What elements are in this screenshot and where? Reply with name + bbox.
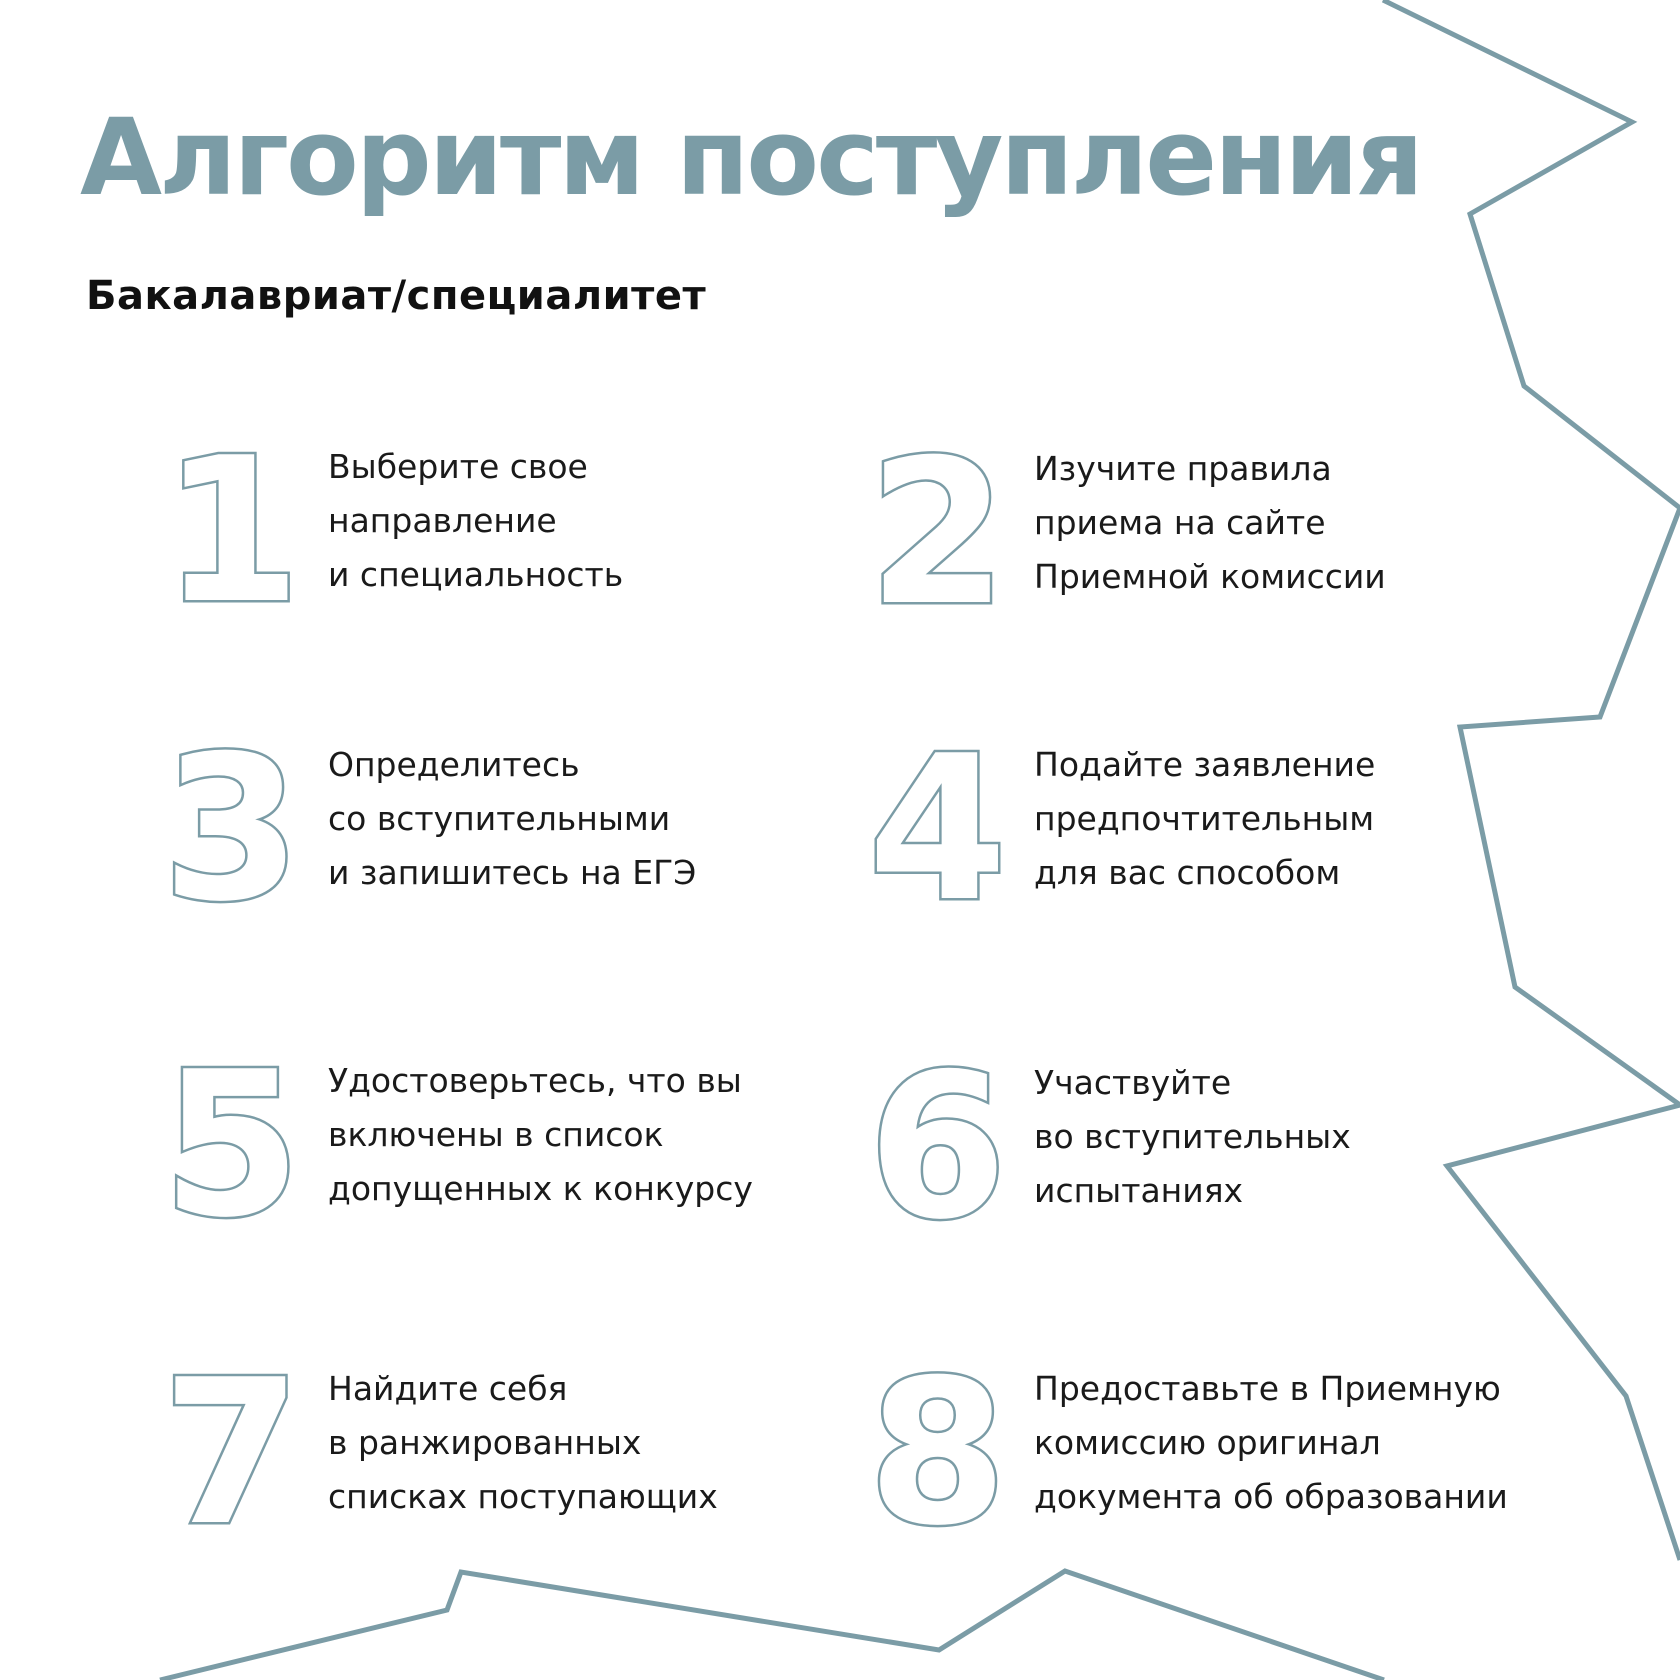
step-text-line: и специальность	[328, 555, 624, 594]
step-4	[864, 713, 1604, 946]
page-subtitle: Бакалавриат/специалитет	[86, 273, 707, 319]
step-text-line: со вступительными	[328, 799, 671, 838]
step-text-line: списках поступающих	[328, 1477, 718, 1516]
step-6	[864, 1031, 1604, 1264]
svg-text:7: 7	[162, 1337, 302, 1570]
svg-text:2: 2	[868, 417, 1008, 650]
svg-text:5: 5	[162, 1029, 302, 1262]
step-text-line: Изучите правила	[1034, 449, 1332, 488]
step-text	[328, 1362, 888, 1524]
step-text-line: испытаниях	[1034, 1171, 1244, 1210]
step-text	[328, 440, 888, 602]
step-number-3	[158, 713, 302, 946]
step-text	[1034, 442, 1594, 604]
step-number-1	[158, 415, 302, 648]
step-text-line: Участвуйте	[1034, 1063, 1232, 1102]
step-text-line: допущенных к конкурсу	[328, 1169, 753, 1208]
step-number-2	[864, 417, 1008, 650]
svg-text:6: 6	[868, 1031, 1008, 1264]
step-text-line: во вступительных	[1034, 1117, 1351, 1156]
step-text-line: включены в список	[328, 1115, 664, 1154]
step-text-line: приема на сайте	[1034, 503, 1326, 542]
step-text	[328, 1054, 888, 1216]
step-text-line: Найдите себя	[328, 1369, 568, 1408]
step-2	[864, 417, 1604, 650]
step-text	[1034, 1056, 1594, 1218]
svg-text:4: 4	[868, 713, 1008, 946]
svg-text:1: 1	[162, 415, 302, 648]
step-text-line: в ранжированных	[328, 1423, 642, 1462]
step-text	[1034, 1362, 1594, 1524]
step-7	[158, 1337, 898, 1570]
step-3	[158, 713, 898, 946]
step-number-6	[864, 1031, 1008, 1264]
step-number-4	[864, 713, 1008, 946]
step-text	[328, 738, 888, 900]
step-text-line: документа об образовании	[1034, 1477, 1508, 1516]
step-text-line: для вас способом	[1034, 853, 1341, 892]
step-text-line: Выберите свое	[328, 447, 588, 486]
step-text-line: предпочтительным	[1034, 799, 1375, 838]
step-text	[1034, 738, 1594, 900]
step-number-5	[158, 1029, 302, 1262]
bottom-jagged-border	[160, 1571, 1384, 1680]
step-number-8	[864, 1337, 1008, 1570]
step-number-7	[158, 1337, 302, 1570]
step-text-line: Подайте заявление	[1034, 745, 1376, 784]
svg-text:8: 8	[868, 1337, 1008, 1570]
step-text-line: Приемной комиссии	[1034, 557, 1386, 596]
step-8	[864, 1337, 1604, 1570]
step-text-line: Удостоверьтесь, что вы	[328, 1061, 742, 1100]
step-5	[158, 1029, 898, 1262]
step-text-line: направление	[328, 501, 557, 540]
page-title: Алгоритм поступления	[80, 96, 1421, 219]
svg-text:3: 3	[162, 713, 302, 946]
step-1	[158, 415, 898, 648]
step-text-line: и запишитесь на ЕГЭ	[328, 853, 697, 892]
step-text-line: Определитесь	[328, 745, 580, 784]
step-text-line: Предоставьте в Приемную	[1034, 1369, 1501, 1408]
step-text-line: комиссию оригинал	[1034, 1423, 1381, 1462]
